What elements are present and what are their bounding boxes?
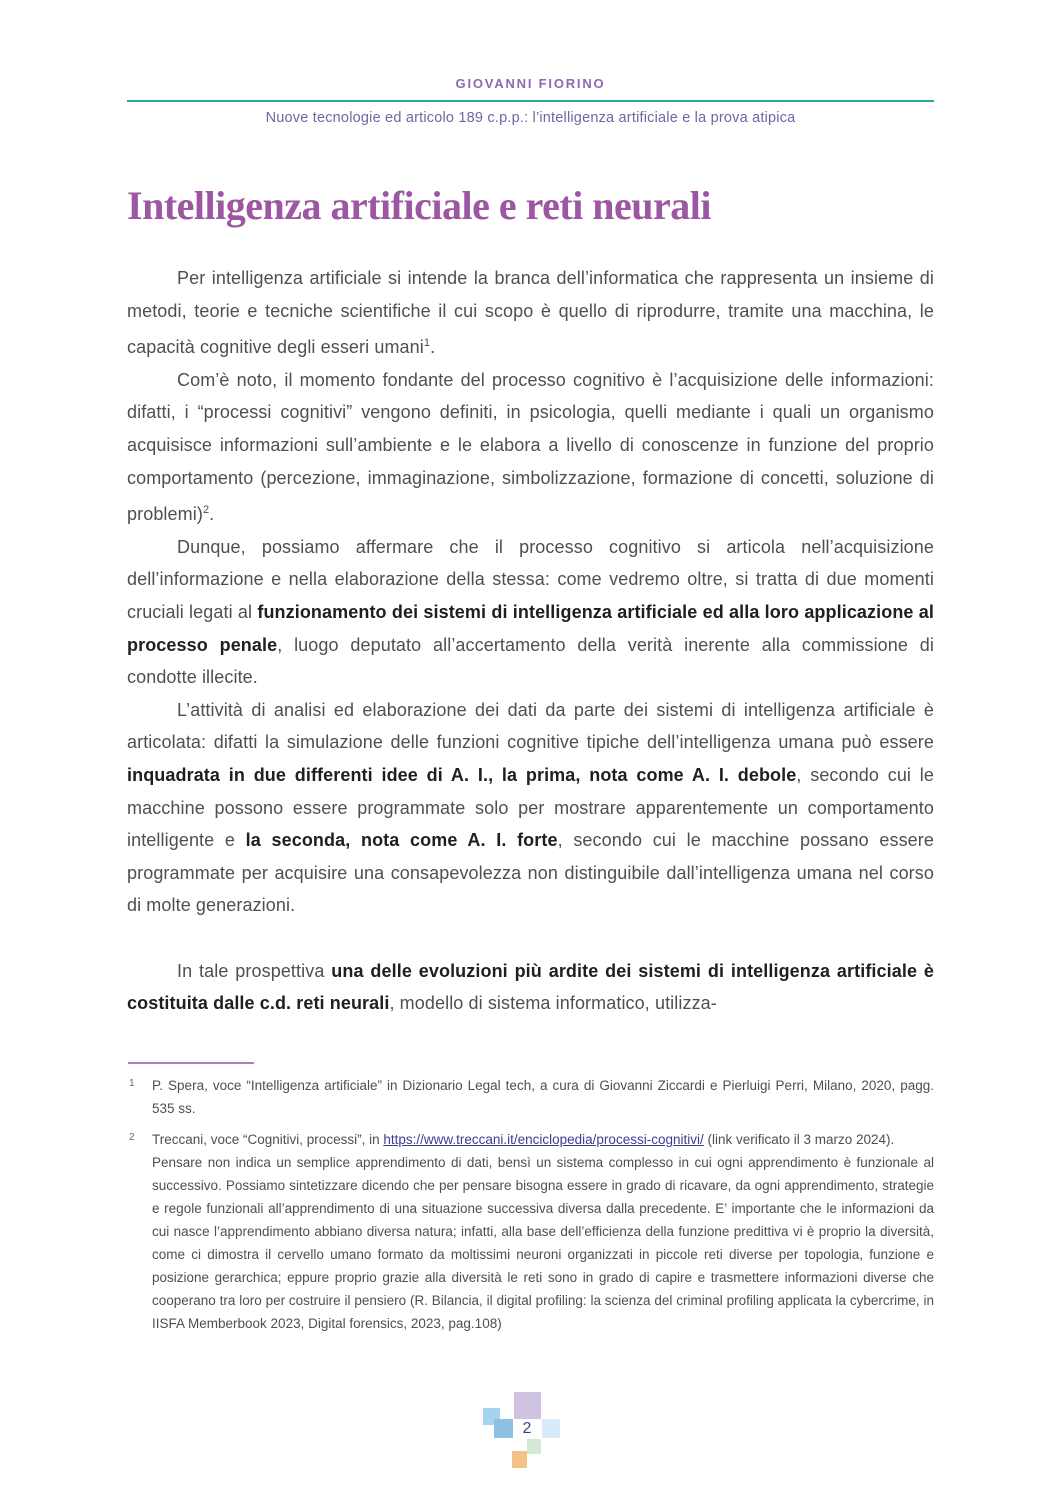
paragraph-text: L’attività di analisi ed elaborazione dei dati da parte dei sistemi di intelligenza artificiale è articolata: difatti la simulazione delle funzioni cognitive tipiche dell’intelligenza umana può essere bbox=[127, 699, 934, 753]
footnote-1 bbox=[127, 1074, 934, 1120]
page-title: Intelligenza artificiale e reti neurali bbox=[127, 183, 712, 228]
bold-emphasis: una delle evoluzioni più ardite dei sistemi di intelligenza artificiale è costituita dalle c.d. reti neurali bbox=[127, 960, 934, 1014]
footnote-marker: 1 bbox=[129, 1078, 135, 1090]
footnote-ref-1: 1 bbox=[423, 337, 431, 350]
paragraph-text: Dunque, possiamo affermare che il processo cognitivo si articola nell’acquisizione dell’informazione e nella elaborazione della stessa: come vedremo oltre, si tratta di due momenti cruciali legati al bbox=[127, 536, 934, 622]
paragraph-text: Per intelligenza artificiale si intende la branca dell’informatica che rappresenta un insieme di metodi, teorie e tecniche scientifiche il cui scopo è quello di riprodurre, tramite una macchina, le capacità cognitive degli esseri umani bbox=[127, 268, 934, 358]
decor-square-green-icon bbox=[527, 1439, 541, 1454]
page-content bbox=[127, 0, 934, 1335]
footnote-text-run: Treccani, voce “Cognitivi, processi”, in bbox=[152, 1132, 384, 1148]
footnote-continuation: Pensare non indica un semplice apprendimento di dati, bensì un sistema complesso in cui ogni apprendimento è funzionale al successivo. Possiamo sintetizzare dicendo che per pensare bisogna essere in grado di ricavare, da ogni apprendimento, strategie e regole funzionali all’apprendimento di una situazione successiva diversa dalla precedente. E’ importante che le informazioni da cui nasce l’apprendimento abbiano diversa natura; infatti, alla base dell’efficienza della funzione predittiva vi è proprio la diversità, come ci dimostra il cervello umano formato da moltissimi neuroni organizzati in piccole reti diverse per topologia, funzione e posizione gerarchica; eppure proprio grazie alla diversità le reti sono in grado di capire e trasmettere informazioni diverse che cooperano tra loro per costruire il pensiero (R. Bilancia, il digital profiling: la scienza del criminal profiling applicata la cybercrime, in IISFA Memberbook 2023, Digital forensics, 2023, pag.108) bbox=[152, 1155, 934, 1332]
body-paragraph bbox=[127, 694, 934, 922]
paragraph-text: , modello di sistema informatico, utilizza- bbox=[389, 993, 717, 1014]
paragraph-text: . bbox=[209, 504, 215, 525]
header-rule bbox=[127, 100, 934, 102]
decor-square-orange-icon bbox=[512, 1451, 527, 1468]
header-author: GIOVANNI FIORINO bbox=[455, 76, 606, 91]
footnote-text-run: (link verificato il 3 marzo 2024). bbox=[703, 1132, 895, 1148]
body-paragraph bbox=[127, 364, 934, 531]
header-subtitle: Nuove tecnologie ed articolo 189 c.p.p.: l’intelligenza artificiale e la prova atipica bbox=[265, 110, 796, 126]
bold-emphasis: funzionamento dei sistemi di intelligenza artificiale ed alla loro applicazione al processo penale bbox=[127, 601, 934, 655]
body-paragraph bbox=[127, 531, 934, 694]
paragraph-text: In tale prospettiva bbox=[177, 960, 332, 981]
treccani-link[interactable]: https://www.treccani.it/enciclopedia/processi-cognitivi/ bbox=[383, 1132, 704, 1148]
article-body bbox=[127, 262, 934, 1020]
paragraph-text: . bbox=[430, 337, 436, 358]
paragraph-text: , luogo deputato all’accertamento della verità inerente alla commissione di condotte illecite. bbox=[127, 634, 934, 688]
paragraph-text: , secondo cui le macchine possano essere programmate per acquisire una consapevolezza non distinguibile dall’intelligenza umana nel corso di molte generazioni. bbox=[127, 830, 934, 916]
footnote-2 bbox=[127, 1128, 934, 1335]
page-number: 2 bbox=[513, 1419, 541, 1438]
footnotes-section bbox=[127, 1062, 934, 1335]
decor-square-sky-icon bbox=[483, 1408, 500, 1425]
footnote-text: P. Spera, voce “Intelligenza artificiale” in Dizionario Legal tech, a cura di Giovanni Ziccardi e Pierluigi Perri, Milano, 2020, pagg. 535 ss. bbox=[152, 1078, 934, 1117]
decor-square-lavender-icon bbox=[514, 1392, 541, 1419]
paragraph-text: Com’è noto, il momento fondante del processo cognitivo è l’acquisizione delle informazioni: difatti, i “processi cognitivi” vengono definiti, in psicologia, quelli mediante i quali un organismo acquisisce informazioni sull’ambiente e le elabora a livello di conoscenze in funzione del proprio comportamento (percezione, immaginazione, simbolizzazione, formazione di concetti, soluzione di problemi) bbox=[127, 369, 934, 525]
body-paragraph bbox=[127, 955, 934, 1020]
decor-square-medium-blue-icon bbox=[494, 1419, 513, 1438]
footnote-separator bbox=[128, 1062, 254, 1064]
footnote-ref-2: 2 bbox=[202, 504, 210, 517]
body-paragraph bbox=[127, 262, 934, 364]
footnote-marker: 2 bbox=[129, 1132, 135, 1144]
bold-emphasis: la seconda, nota come A. I. forte bbox=[245, 830, 558, 851]
paragraph-text: , secondo cui le macchine possono essere programmate solo per mostrare apparentemente un comportamento intelligente e bbox=[127, 764, 934, 851]
bold-emphasis: inquadrata in due differenti idee di A. I., la prima, nota come A. I. debole bbox=[127, 764, 797, 785]
footnote-text bbox=[152, 1128, 934, 1151]
decor-square-pale-blue-icon bbox=[542, 1419, 560, 1438]
